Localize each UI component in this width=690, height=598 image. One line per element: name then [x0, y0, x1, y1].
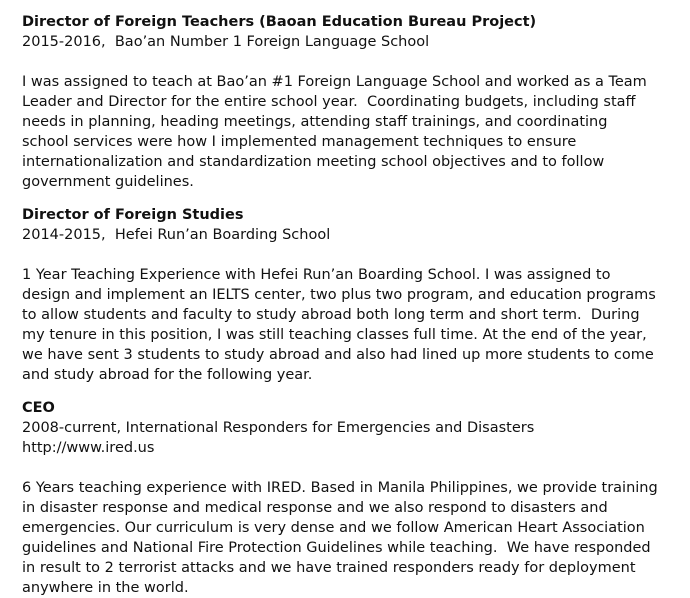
description-line: 6 Years teaching experience with IRED. Based in Manila Philippines, we provide training: [22, 480, 658, 496]
experience-entry: [22, 205, 672, 385]
resume-experience-section: [22, 12, 672, 598]
job-description: [22, 265, 672, 385]
job-meta: 2015-2016, Bao’an Number 1 Foreign Language School: [22, 34, 430, 50]
job-meta: 2014-2015, Hefei Run’an Boarding School: [22, 227, 331, 243]
description-line: in result to 2 terrorist attacks and we have trained responders ready for deployment: [22, 560, 636, 576]
description-line: anywhere in the world.: [22, 580, 189, 596]
description-line: government guidelines.: [22, 174, 194, 190]
description-line: to allow students and faculty to study abroad both long term and short term. During: [22, 307, 640, 323]
job-title: Director of Foreign Teachers (Baoan Education Bureau Project): [22, 14, 537, 30]
job-meta: 2008-current, International Responders for Emergencies and Disasters: [22, 420, 535, 436]
description-line: I was assigned to teach at Bao’an #1 Foreign Language School and worked as a Team: [22, 74, 647, 90]
experience-entry: [22, 12, 672, 192]
description-line: we have sent 3 students to study abroad and also had lined up more students to come: [22, 347, 654, 363]
description-line: internationalization and standardization meeting school objectives and to follow: [22, 154, 605, 170]
job-title: Director of Foreign Studies: [22, 207, 244, 223]
experience-entry: [22, 398, 672, 598]
job-description: [22, 478, 672, 598]
description-line: design and implement an IELTS center, two plus two program, and education programs: [22, 287, 656, 303]
description-line: in disaster response and medical response and we also respond to disasters and: [22, 500, 608, 516]
company-link[interactable]: http://www.ired.us: [22, 440, 155, 456]
description-line: Leader and Director for the entire school year. Coordinating budgets, including staff: [22, 94, 636, 110]
description-line: 1 Year Teaching Experience with Hefei Run’an Boarding School. I was assigned to: [22, 267, 611, 283]
description-line: school services were how I implemented management techniques to ensure: [22, 134, 577, 150]
description-line: emergencies. Our curriculum is very dense and we follow American Heart Association: [22, 520, 645, 536]
description-line: needs in planning, heading meetings, attending staff trainings, and coordinating: [22, 114, 608, 130]
description-line: my tenure in this position, I was still teaching classes full time. At the end of the year,: [22, 327, 647, 343]
description-line: and study abroad for the following year.: [22, 367, 313, 383]
job-description: [22, 72, 672, 192]
description-line: guidelines and National Fire Protection Guidelines while teaching. We have responded: [22, 540, 651, 556]
job-title: CEO: [22, 400, 55, 416]
